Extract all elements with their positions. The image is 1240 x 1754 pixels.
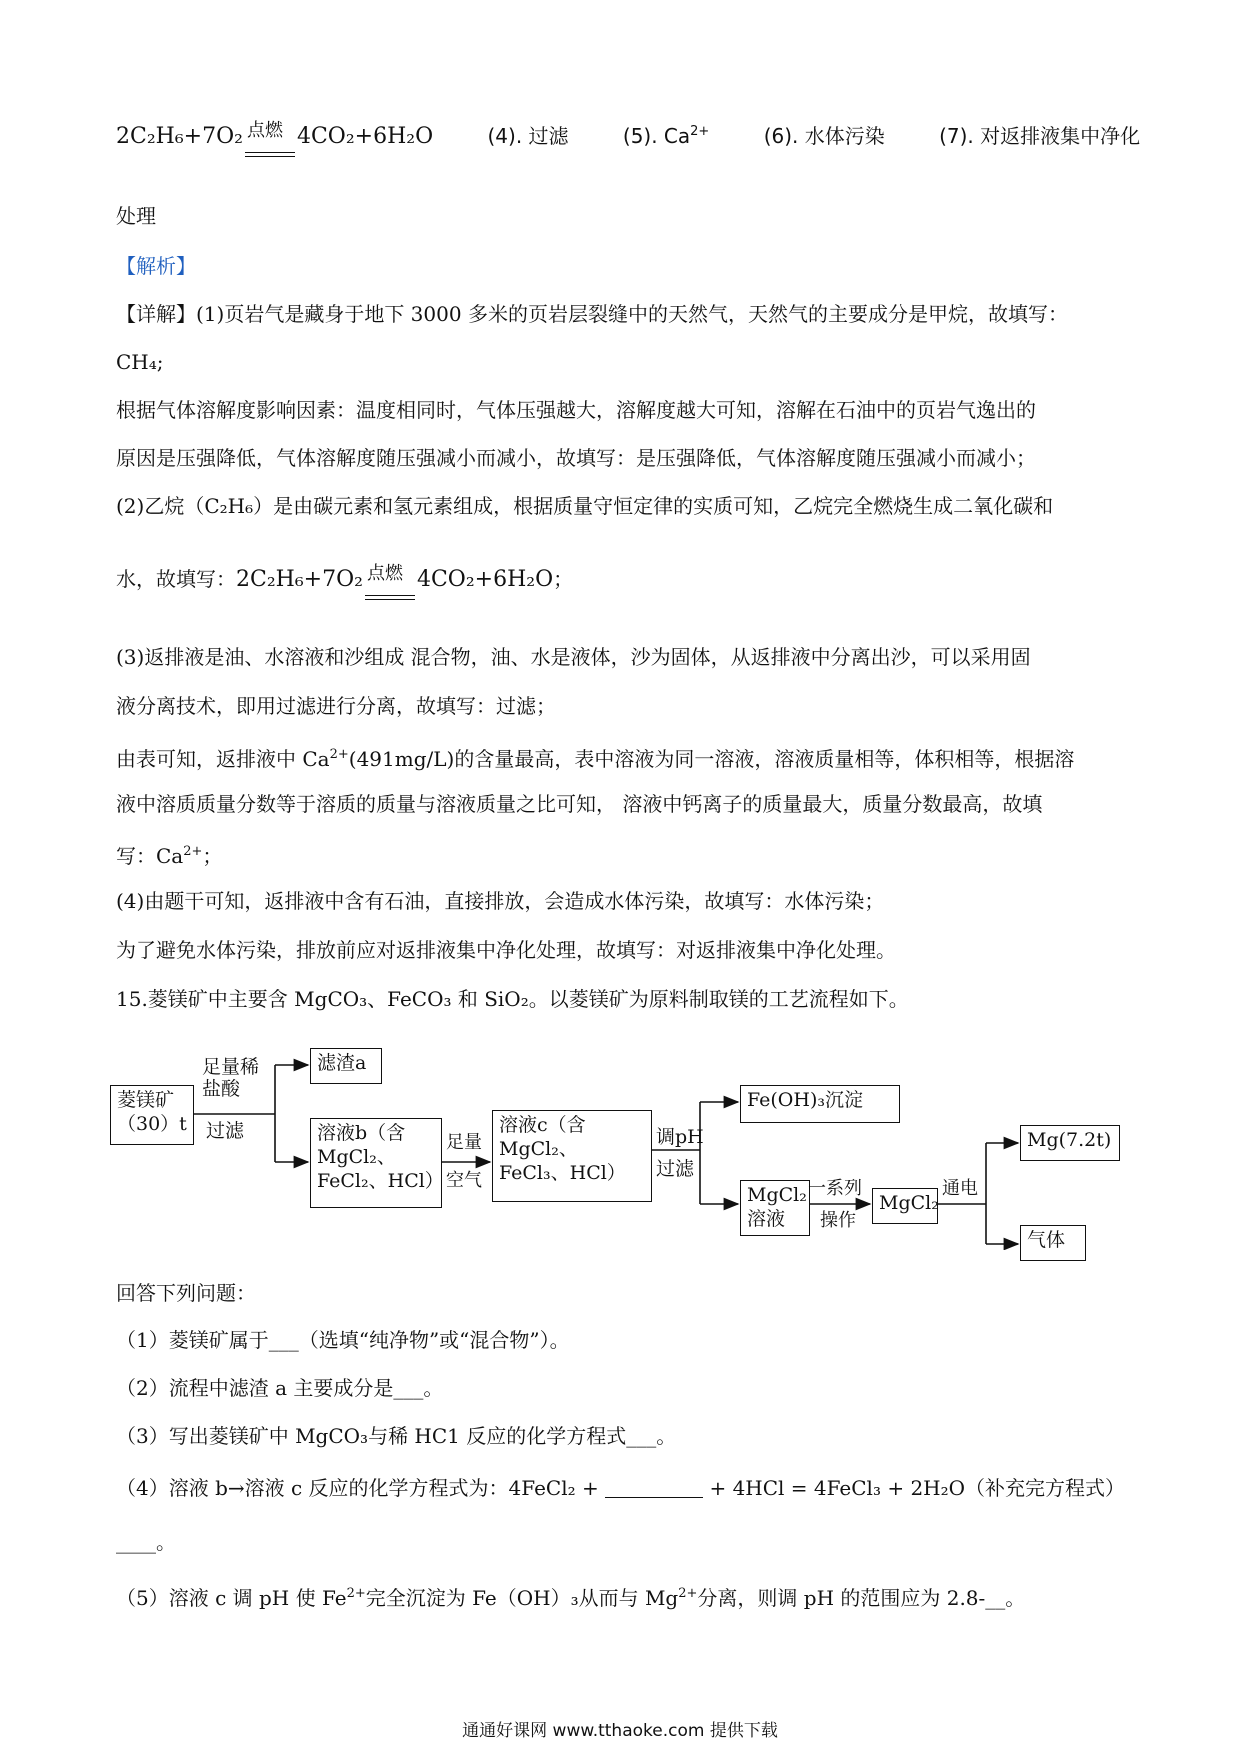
question-4-continued: ____。 xyxy=(116,1530,176,1554)
step1-reagent-label: 足量稀盐酸 xyxy=(202,1056,260,1100)
eq-double-bar xyxy=(245,152,295,157)
page-footer: 通通好课网 www.tthaoke.com 提供下载 xyxy=(462,1721,778,1741)
answer-7: (7). 对返排液集中净化 xyxy=(939,123,1141,148)
answer-4: (4). 过滤 xyxy=(487,123,569,148)
eq-right: 4CO₂+6H₂O xyxy=(296,123,434,149)
detail-line-11: 写：$Ca^{2+}$； xyxy=(116,843,223,868)
precipitate-box: Fe(OH)₃沉淀 xyxy=(740,1085,900,1123)
step3-filter-label: 过滤 xyxy=(656,1158,695,1180)
detail-line-3: 根据气体溶解度影响因素：温度相同时，气体压强越大，溶解度越大可知，溶解在石油中的页岩气逸出的 xyxy=(116,398,1036,422)
detail-line-8: 液分离技术，即用过滤进行分离，故填写：过滤； xyxy=(116,694,556,718)
questions-intro: 回答下列问题： xyxy=(116,1281,256,1305)
residue-box: 滤渣a xyxy=(310,1048,382,1084)
question-15-stem: 15.菱镁矿中主要含 MgCO₃、FeCO₃ 和 SiO₂。以菱镁矿为原料制取镁的工艺流程如下。 xyxy=(116,987,909,1011)
step5-electrolysis-label: 通电 xyxy=(942,1178,978,1199)
detail-line-12: (4)由题干可知，返排液中含有石油，直接排放，会造成水体污染，故填写：水体污染； xyxy=(116,889,885,913)
combustion-equation xyxy=(116,119,434,151)
question-2: （2）流程中滤渣 a 主要成分是___。 xyxy=(116,1376,444,1400)
detail-line-13: 为了避免水体污染，排放前应对返排液集中净化处理，故填写：对返排液集中净化处理。 xyxy=(116,938,896,962)
detail-line-1: 【详解】(1)页岩气是藏身于地下 3000 多米的页岩层裂缝中的天然气，天然气的主要成分是甲烷，故填写： xyxy=(116,302,1068,326)
detail-line-5: (2)乙烷（C₂H₆）是由碳元素和氢元素组成，根据质量守恒定律的实质可知，乙烷完全燃烧生成二氧化碳和 xyxy=(116,494,1054,518)
analysis-tag: 【解析】 xyxy=(116,254,196,278)
question-3: （3）写出菱镁矿中 MgCO₃与稀 HC1 反应的化学方程式___。 xyxy=(116,1424,677,1448)
gas-product-box: 气体 xyxy=(1020,1225,1086,1261)
detail-line-4: 原因是压强降低，气体溶解度随压强减小而减小，故填写：是压强降低，气体溶解度随压强减小而减小； xyxy=(116,446,1036,470)
step1-filter-label: 过滤 xyxy=(206,1120,245,1142)
question-5: （5）溶液 c 调 pH 使 $Fe^{2+}$完全沉淀为 Fe（OH）₃从而与 $Mg^{2+}$分离，则调 pH 的范围应为 2.8-__。 xyxy=(116,1585,1026,1610)
mgcl2-solution-box: MgCl₂溶液 xyxy=(740,1180,810,1236)
question-1: （1）菱镁矿属于___（选填“纯净物”或“混合物”）。 xyxy=(116,1328,570,1352)
answer-blank[interactable] xyxy=(605,1477,703,1498)
step4-operation-label: 操作 xyxy=(820,1210,856,1231)
answer-7-continued: 处理 xyxy=(116,204,156,228)
question-4: （4）溶液 b→溶液 c 反应的化学方程式为：4FeCl₂ + + 4HCl = 4FeCl₃ + 2H₂O（补充完方程式） xyxy=(116,1476,1126,1500)
mgcl2-box: MgCl₂ xyxy=(872,1188,938,1224)
step4-series-label: 一系列 xyxy=(808,1178,862,1199)
answer-line xyxy=(116,118,1140,151)
solution-b-box: 溶液b（含MgCl₂、FeCl₂、HCl） xyxy=(310,1118,442,1208)
step2-air-amount-label: 足量 xyxy=(446,1132,482,1153)
ore-box: 菱镁矿（30）t xyxy=(110,1085,194,1145)
answer-5: (5). $Ca^{2+}$ xyxy=(622,123,710,148)
detail-line-9: 由表可知，返排液中 $Ca^{2+}(491mg/L)$的含量最高，表中溶液为同一溶液，溶液质量相等，体积相等，根据溶 xyxy=(116,746,1075,771)
combustion-equation-2: 2C₂H₆+7O₂ 点燃 4CO₂+6H₂O xyxy=(236,566,553,594)
detail-line-6: 水，故填写：2C₂H₆+7O₂ 点燃 4CO₂+6H₂O； xyxy=(116,565,573,594)
magnesium-product-box: Mg(7.2t) xyxy=(1020,1125,1120,1161)
detail-line-7: (3)返排液是油、水溶液和沙组成 混合物，油、水是液体，沙为固体，从返排液中分离出沙，可以采用固 xyxy=(116,645,1031,669)
solution-c-box: 溶液c（含MgCl₂、FeCl₃、HCl） xyxy=(492,1110,652,1202)
eq-left: 2C₂H₆+7O₂ xyxy=(116,123,243,149)
eq-condition: 点燃 xyxy=(246,119,283,141)
answer-6: (6). 水体污染 xyxy=(763,123,885,148)
detail-line-2: CH₄; xyxy=(116,350,164,374)
step2-air-label: 空气 xyxy=(446,1170,482,1191)
process-flowchart xyxy=(117,1040,1130,1251)
step3-ph-label: 调pH xyxy=(656,1126,704,1148)
detail-line-10: 液中溶质质量分数等于溶质的质量与溶液质量之比可知， 溶液中钙离子的质量最大，质量分数最高，故填 xyxy=(116,792,1043,816)
